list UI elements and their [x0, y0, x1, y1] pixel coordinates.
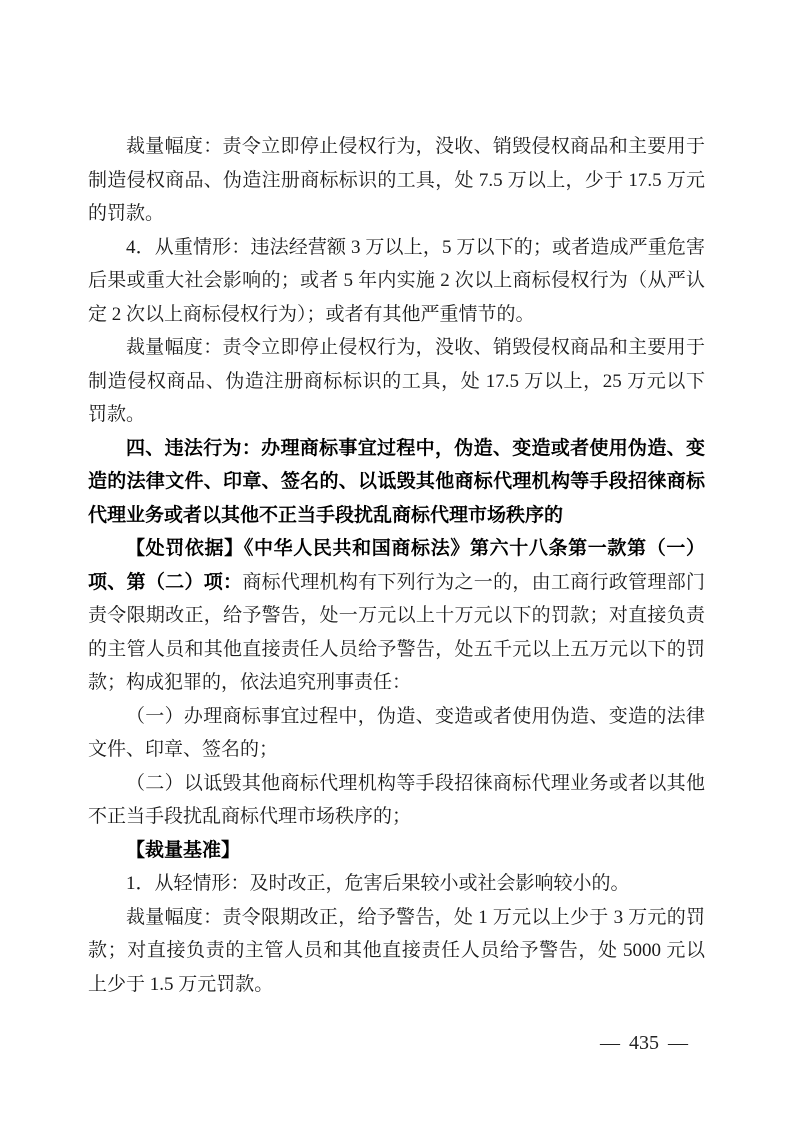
paragraph-violation-heading	[88, 432, 705, 533]
page-footer	[591, 1031, 697, 1055]
heading-text: 【裁量基准】	[126, 839, 241, 861]
paragraph-text: （二）以诋毁其他商标代理机构等手段招徕商标代理业务或者以其他不正当手段扰乱商标代理市场秩序的；	[88, 772, 705, 827]
paragraph-discretion-range-1	[88, 130, 705, 231]
document-body	[88, 130, 705, 1001]
paragraph-discretion-range-2	[88, 331, 705, 432]
paragraph-discretion-benchmark-heading	[88, 834, 705, 868]
paragraph-mitigating-circumstances	[88, 867, 705, 901]
paragraph-text: 1．从轻情形：及时改正，危害后果较小或社会影响较小的。	[126, 873, 630, 894]
paragraph-item-two	[88, 767, 705, 834]
paragraph-text: 裁量幅度：责令限期改正，给予警告，处 1 万元以上少于 3 万元的罚款；对直接负责的主管人员和其他直接责任人员给予警告，处 5000 元以上少于 1.5 万元罚款。	[88, 906, 705, 995]
penalty-basis-body: 商标代理机构有下列行为之一的，由工商行政管理部门责令限期改正，给予警告，处一万元以上十万元以下的罚款；对直接负责的主管人员和其他直接责任人员给予警告，处五千元以上五万元以下的罚款；构成犯罪的，依法追究刑事责任：	[88, 571, 705, 693]
paragraph-item-one	[88, 700, 705, 767]
footer-dash-right: —	[668, 1032, 688, 1054]
penalty-basis-label: 【处罚依据】《中华人民共和国商标法》第六十八条第一款第（一）项、第（二）项：	[88, 538, 705, 593]
footer-dash-left: —	[600, 1032, 620, 1054]
paragraph-text: 4．从重情形：违法经营额 3 万以上，5 万以下的；或者造成严重危害后果或重大社会影响的；或者 5 年内实施 2 次以上商标侵权行为（从严认定 2 次以上商标侵权行为）；或者有其他严重情节的。	[88, 236, 705, 325]
paragraph-penalty-basis	[88, 532, 705, 700]
paragraph-text: （一）办理商标事宜过程中，伪造、变造或者使用伪造、变造的法律文件、印章、签名的；	[88, 705, 705, 760]
paragraph-text: 裁量幅度：责令立即停止侵权行为，没收、销毁侵权商品和主要用于制造侵权商品、伪造注册商标标识的工具，处 7.5 万以上，少于 17.5 万元的罚款。	[88, 136, 705, 224]
paragraph-aggravating-circumstances	[88, 231, 705, 332]
paragraph-discretion-range-3	[88, 901, 705, 1002]
paragraph-text: 裁量幅度：责令立即停止侵权行为，没收、销毁侵权商品和主要用于制造侵权商品、伪造注册商标标识的工具，处 17.5 万以上，25 万元以下罚款。	[88, 337, 705, 425]
heading-text: 四、违法行为：办理商标事宜过程中，伪造、变造或者使用伪造、变造的法律文件、印章、签名的、以诋毁其他商标代理机构等手段招徕商标代理业务或者以其他不正当手段扰乱商标代理市场秩序的	[88, 437, 705, 526]
page-number: 435	[629, 1032, 659, 1054]
